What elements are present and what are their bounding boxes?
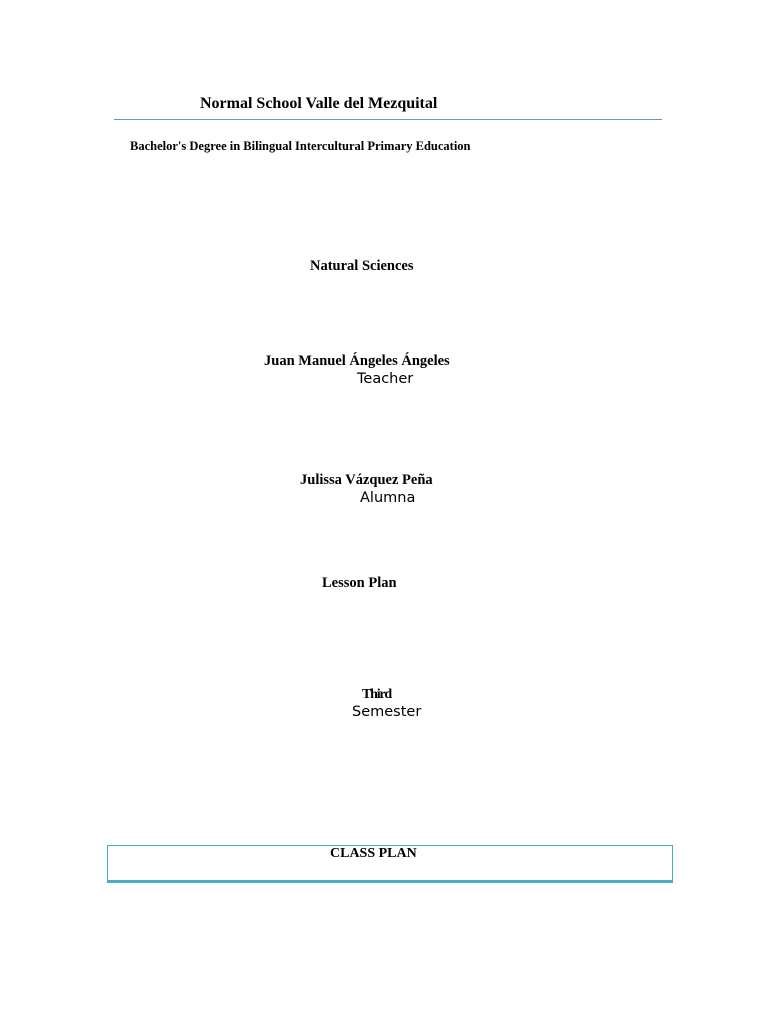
semester-ordinal: Third bbox=[362, 687, 392, 702]
class-plan-title: CLASS PLAN bbox=[330, 846, 417, 861]
teacher-name: Juan Manuel Ángeles Ángeles bbox=[264, 353, 450, 369]
student-role: Alumna bbox=[360, 490, 416, 506]
degree-title: Bachelor's Degree in Bilingual Intercultural Primary Education bbox=[130, 139, 471, 153]
subject-title: Natural Sciences bbox=[310, 258, 414, 274]
semester-label: Semester bbox=[352, 704, 422, 720]
school-name: Normal School Valle del Mezquital bbox=[200, 95, 438, 112]
document-type: Lesson Plan bbox=[322, 575, 397, 591]
student-name: Julissa Vázquez Peña bbox=[300, 472, 433, 488]
header-divider bbox=[114, 119, 662, 120]
teacher-role: Teacher bbox=[357, 371, 414, 387]
